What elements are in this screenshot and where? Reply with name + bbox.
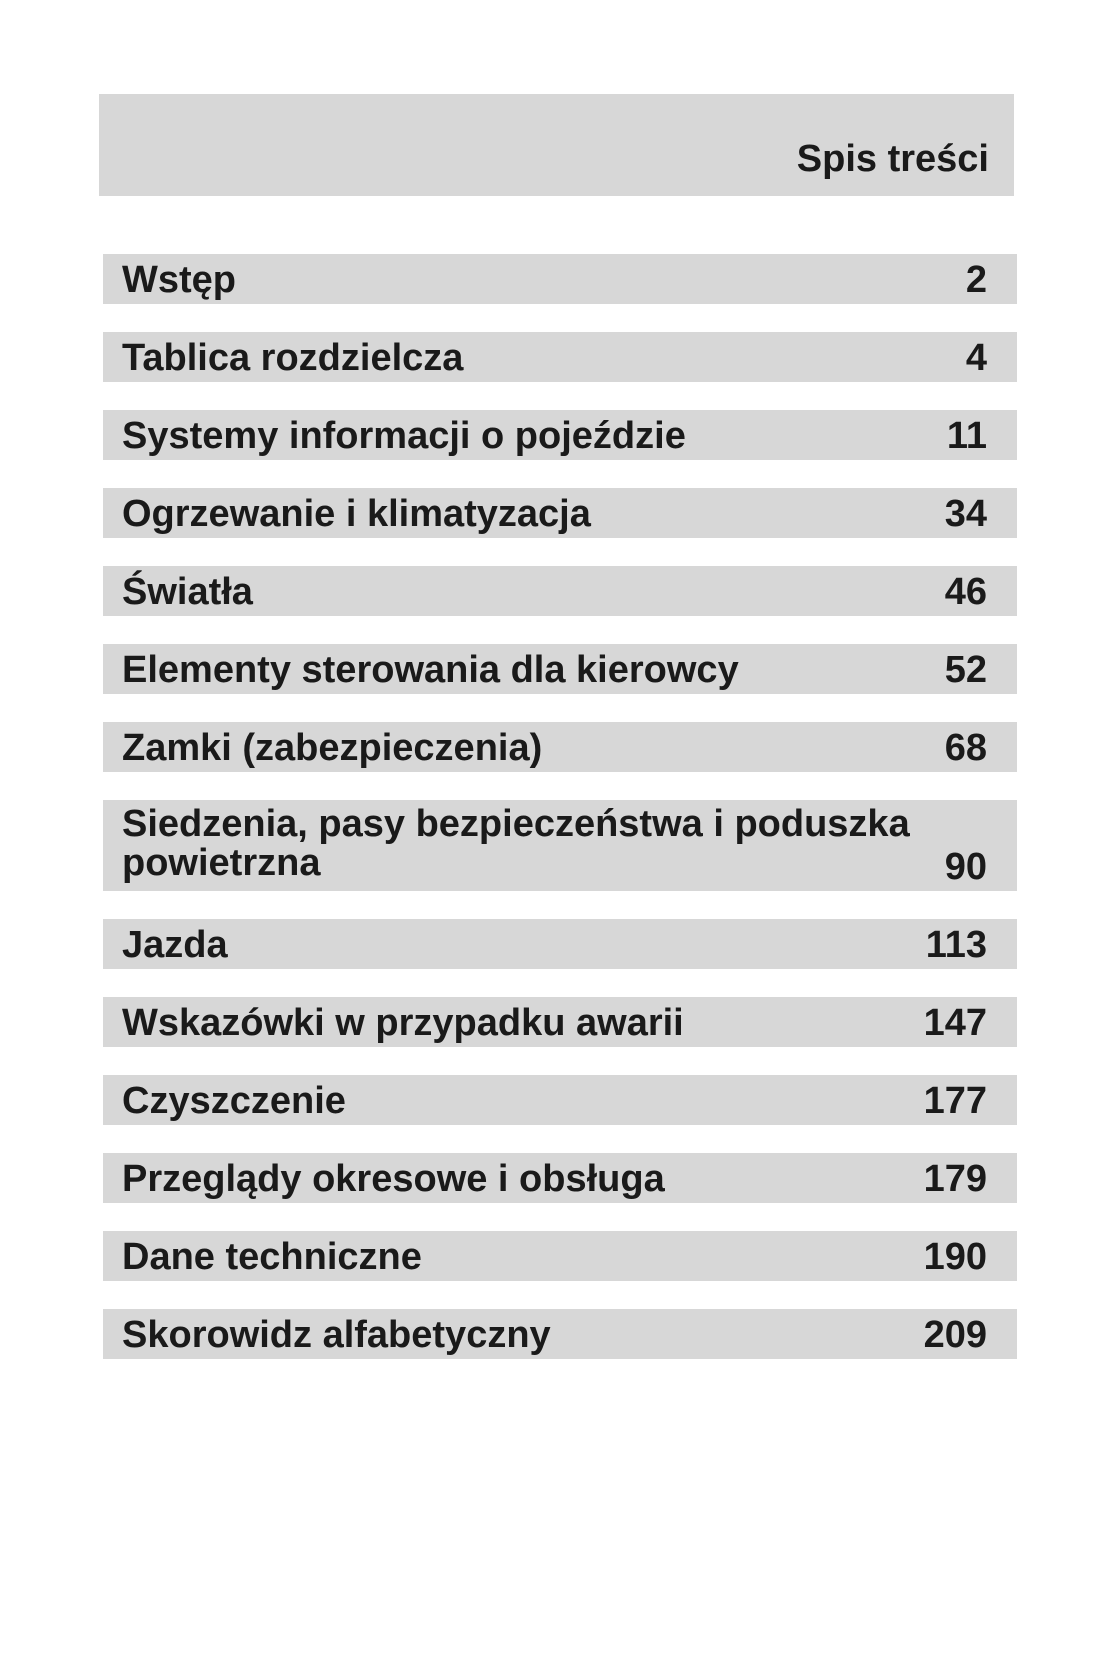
toc-entry-label: Skorowidz alfabetyczny bbox=[122, 1314, 551, 1356]
toc-entry-label: Światła bbox=[122, 571, 253, 613]
toc-entry-page: 190 bbox=[923, 1236, 987, 1278]
toc-entry[interactable] bbox=[103, 1075, 1017, 1125]
toc-entry-page: 11 bbox=[946, 415, 987, 457]
toc-entry-page: 179 bbox=[923, 1158, 987, 1200]
toc-entry-page: 2 bbox=[965, 259, 987, 301]
toc-entry-label: Tablica rozdzielcza bbox=[122, 337, 464, 379]
toc-entry[interactable] bbox=[103, 1153, 1017, 1203]
toc-entry-page: 177 bbox=[923, 1080, 987, 1122]
toc-entry-label: Przeglądy okresowe i obsługa bbox=[122, 1158, 665, 1200]
toc-entry[interactable] bbox=[103, 644, 1017, 694]
toc-entry-page: 68 bbox=[944, 727, 987, 769]
toc-entry-page: 90 bbox=[944, 846, 987, 888]
header-band bbox=[99, 94, 1014, 196]
toc-entry-label: Wstęp bbox=[122, 259, 236, 301]
toc-entry-label: Dane techniczne bbox=[122, 1236, 422, 1278]
toc-entry[interactable] bbox=[103, 566, 1017, 616]
toc-entry[interactable] bbox=[103, 254, 1017, 304]
toc-entry[interactable] bbox=[103, 1231, 1017, 1281]
toc-entry-page: 113 bbox=[925, 924, 987, 966]
page-title: Spis treści bbox=[796, 138, 989, 180]
table-of-contents bbox=[103, 254, 1017, 1387]
toc-entry-page: 147 bbox=[923, 1002, 987, 1044]
toc-entry-label: Wskazówki w przypadku awarii bbox=[122, 1002, 684, 1044]
toc-entry-label: Elementy sterowania dla kierowcy bbox=[122, 649, 739, 691]
toc-entry-label: Czyszczenie bbox=[122, 1080, 346, 1122]
toc-entry-label: Siedzenia, pasy bezpieczeństwa i poduszka powietrzna bbox=[122, 803, 910, 884]
toc-entry-page: 34 bbox=[944, 493, 987, 535]
toc-entry[interactable] bbox=[103, 488, 1017, 538]
toc-entry-label: Jazda bbox=[122, 924, 228, 966]
toc-entry[interactable] bbox=[103, 919, 1017, 969]
toc-entry[interactable] bbox=[103, 332, 1017, 382]
toc-entry[interactable] bbox=[103, 997, 1017, 1047]
toc-entry[interactable] bbox=[103, 410, 1017, 460]
toc-entry[interactable] bbox=[103, 722, 1017, 772]
toc-entry-page: 209 bbox=[923, 1314, 987, 1356]
toc-entry-page: 46 bbox=[944, 571, 987, 613]
toc-entry-page: 52 bbox=[944, 649, 987, 691]
toc-entry-page: 4 bbox=[965, 337, 987, 379]
toc-entry[interactable] bbox=[103, 1309, 1017, 1359]
toc-entry-label: Ogrzewanie i klimatyzacja bbox=[122, 493, 591, 535]
toc-entry-label: Systemy informacji o pojeździe bbox=[122, 415, 686, 457]
toc-entry[interactable] bbox=[103, 800, 1017, 891]
toc-entry-label: Zamki (zabezpieczenia) bbox=[122, 727, 543, 769]
